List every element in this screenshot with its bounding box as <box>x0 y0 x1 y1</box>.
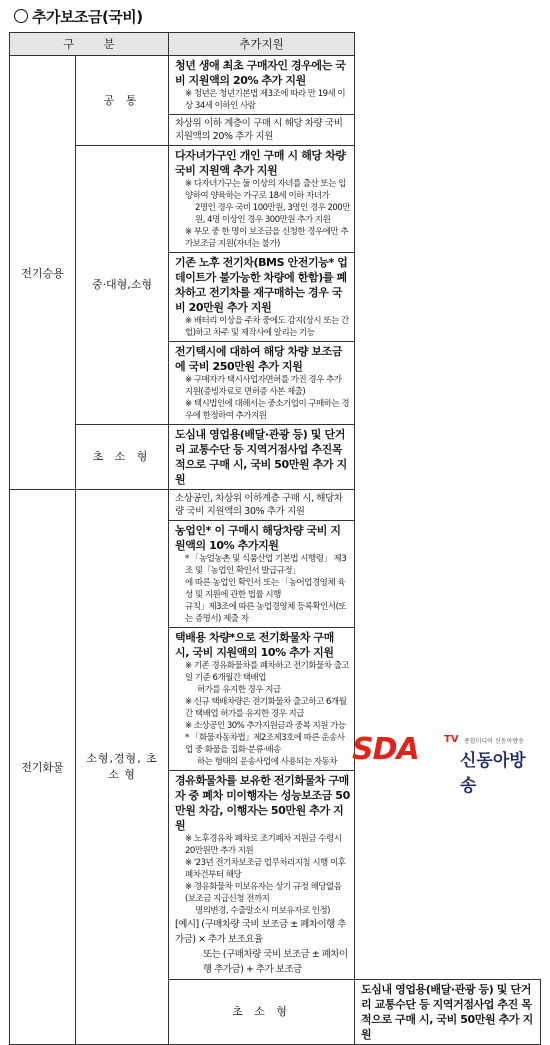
table-row <box>10 56 541 115</box>
broadcaster-logo: SDA TV 종합미디어 신동아방송 신동아방송 <box>352 732 526 796</box>
page-title: 추가보조금(국비) <box>14 6 143 27</box>
support-cell: 농업인* 이 구매시 해당차량 국비 지원액의 10% 추가지원 * 「농업농촌 및 식품산업 기본법 시행령」 제3조 및「농업인 확인서 발급규정」 에 따른 농업인 확인서 또는 「농어업경영체 육성 및 지원에 관한 법률 시행 규칙」제3조에 따른 농업경영체 등록확인서(또는 증명서) 제출 자 <box>169 521 355 628</box>
table-row <box>10 146 541 253</box>
header-category: 구 분 <box>10 33 169 56</box>
support-cell: 전기택시에 대하여 해당 차량 보조금에 국비 250만원 추가 지원 ※ 구매자가 택시사업자면허를 가진 경우 추가 지원(증빙자료로 면허증 사본 제출) ※ 택시법인에 대해서는 중소기업이 구매하는 경우에 한정하여 추가지원 <box>169 342 355 425</box>
group-label-truck: 전기화물 <box>10 490 76 1045</box>
group-label-car: 전기승용 <box>10 56 76 490</box>
subsidy-table <box>9 32 541 1045</box>
header-support: 추가지원 <box>169 33 355 56</box>
table-row <box>10 490 541 521</box>
support-cell: 다자녀가구인 개인 구매 시 해당 차량 국비 지원액 추가 지원 ※ 다자녀가구는 둘 이상의 자녀를 출산 또는 입양하여 양육하는 가구로 18세 이하 자녀가 2명인 경우 국비 100만원, 3명인 경우 200만원, 4명 이상인 경우 300만원 추가 지원 ※ 부모 중 한 명이 보조금을 신청한 경우에만 추가보조금 지원(자녀는 불가) <box>169 146 355 253</box>
support-cell: 경유화물차를 보유한 전기화물차 구매자 중 폐차 미이행자는 성능보조금 50만원 차감, 이행자는 50만원 추가 지원 ※ 노후경유차 폐차로 조기폐차 지원금 수령시 20만원만 추가 지원 ※ '23년 전기차보조금 업무처리지침 시행 이후 폐차건부터 해당 ※ 경유화물차 미보유자는 상기 규정 해당없음(보조금 지급신청 전까지 명의변경, 수출말소시 미보유자로 인정) [예시] (구매차량 국비 보조금 ± 폐차이행 추가금) × 추가 보조요율 또는 (구매차량 국비 보조금 ± 폐차이행 추가금) + 추가 보조금 <box>169 771 355 980</box>
support-cell: 기존 노후 전기차(BMS 안전기능* 업데이트가 불가능한 차량에 한함)를 폐차하고 전기차를 재구매하는 경우 국비 20만원 추가 지원 ※ 배터리 이상을 주차 중에도 감지(상시 또는 간헐)하고 차주 및 제작사에 알리는 기능 <box>169 253 355 342</box>
support-cell: 청년 생애 최초 구매자인 경우에는 국비 지원액의 20% 추가 지원 ※ 청년은 청년기본법 제3조에 따라 만 19세 이상 34세 이하인 사람 <box>169 56 355 115</box>
sub-label: 공 통 <box>76 56 169 146</box>
sub-label: 초 소 형 <box>76 425 169 490</box>
sub-label: 소형,경형, 초 소 형 <box>76 490 169 1045</box>
circle-bullet-icon <box>14 9 28 23</box>
support-cell: 차상위 이하 계층이 구매 시 해당 차량 국비 지원액의 20% 추가 지원 <box>169 115 355 146</box>
support-cell: 소상공인, 차상위 이하계층 구매 시, 해당차량 국비 지원액의 30% 추가 지원 <box>169 490 355 521</box>
support-cell: 도심내 영업용(배달·관광 등) 및 단거리 교통수단 등 지역거점사업 추진목적으로 구매 시, 국비 50만원 추가 지원 <box>169 425 355 490</box>
sub-label: 초 소 형 <box>169 980 355 1045</box>
sub-label: 중·대형,소형 <box>76 146 169 425</box>
table-header <box>10 33 541 56</box>
support-cell: 택배용 차량*으로 전기화물차 구매 시, 국비 지원액의 10% 추가 지원 ※ 기존 경유화물차를 폐차하고 전기화물차 출고일 기준 6개월간 택배업 허가를 유지한 경우 지급 ※ 신규 택배차량은 전기화물차 출고하고 6개월간 택배업 허가를 유지한 경우 지급 ※ 소상공인 30% 추가지원금과 중복 지원 가능 * 「화물자동차법」제2조제3호에 따른 운송사업 중 화물을 집화·분류·배송 하는 형태의 운송사업에 사용되는 자동차 <box>169 628 355 771</box>
support-cell: 도심내 영업용(배달·관광 등) 및 단거리 교통수단 등 지역거점사업 추진 목적으로 구매 시, 국비 50만원 추가 지원 <box>355 980 541 1045</box>
table-row <box>10 425 541 490</box>
